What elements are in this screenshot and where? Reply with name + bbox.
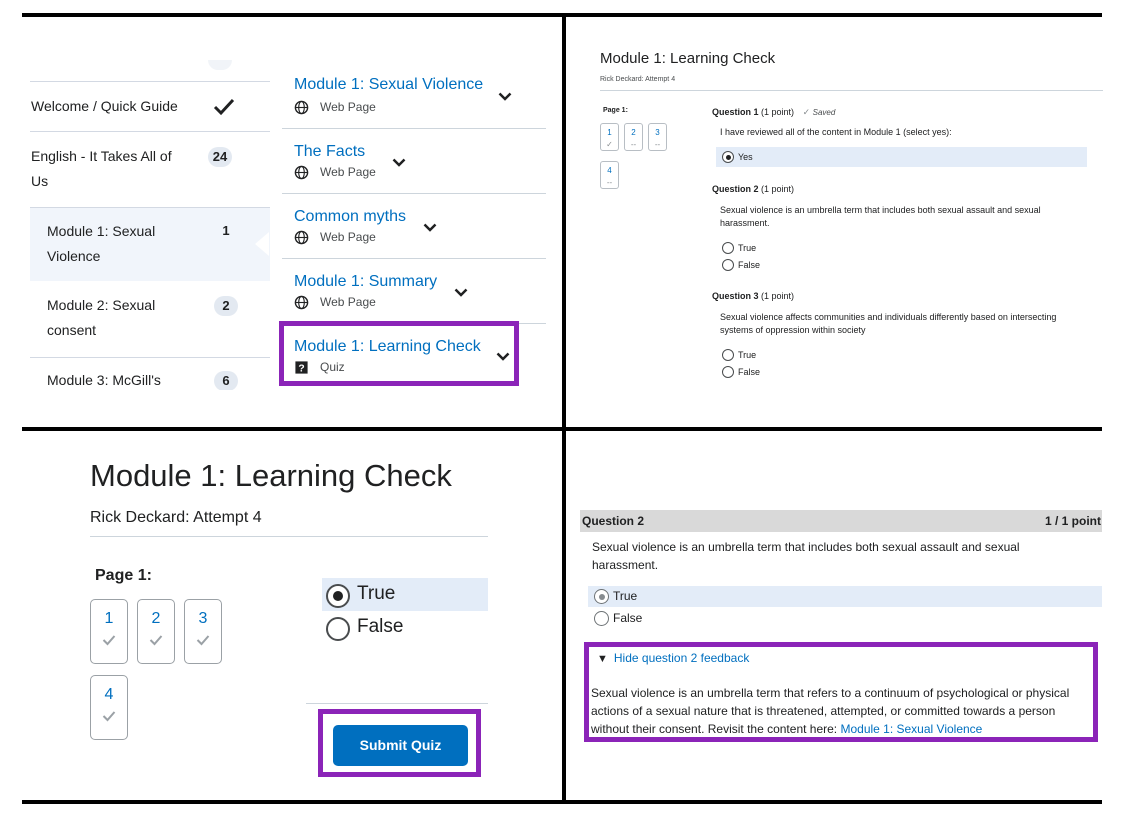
question-tile-1[interactable] <box>600 123 619 151</box>
question-tile-2[interactable] <box>624 123 643 151</box>
question-3-header <box>712 291 794 301</box>
chevron-down-icon[interactable] <box>423 223 437 232</box>
attempt-label: Rick Deckard: Attempt 4 <box>600 76 676 83</box>
selected-option-bg <box>716 147 1087 167</box>
radio-false[interactable] <box>722 366 734 378</box>
sidebar-item-welcome[interactable] <box>30 81 270 131</box>
question-title: Question 2 <box>712 184 759 194</box>
globe-icon <box>294 230 309 245</box>
question-tile-2[interactable] <box>137 599 175 664</box>
question-tile-4[interactable] <box>90 675 128 740</box>
content-item-type: Web Page <box>320 295 376 309</box>
count-badge: 1 <box>222 223 230 238</box>
question-tile-4[interactable] <box>600 161 619 189</box>
content-item-the-facts[interactable] <box>282 129 546 194</box>
sidebar-item-label-cont: Violence <box>47 248 101 264</box>
sidebar-item-label-cont: consent <box>47 322 97 338</box>
count-badge: 6 <box>214 371 238 390</box>
attempt-label: Rick Deckard: Attempt 4 <box>90 509 262 526</box>
radio-false[interactable] <box>722 259 734 271</box>
globe-icon <box>294 295 309 310</box>
option-label: True <box>357 583 396 604</box>
content-item-title[interactable]: Common myths <box>294 208 407 225</box>
option-label: True <box>738 350 757 360</box>
sidebar-item-label-cont: Us <box>31 173 49 189</box>
content-item-title[interactable]: Module 1: Sexual Violence <box>294 76 484 93</box>
feedback-line: actions of a sexual nature that is threatened, attempted, or committed towards a person <box>591 704 1056 718</box>
sidebar-item-label: Module 3: McGill's <box>47 372 161 388</box>
radio-true <box>594 589 609 604</box>
content-item-title[interactable]: Module 1: Summary <box>294 273 438 290</box>
sidebar-item-module-3[interactable] <box>30 357 270 390</box>
checkmark-icon <box>196 634 210 646</box>
page-label: Page 1: <box>95 567 152 584</box>
tile-number: 1 <box>104 610 114 627</box>
tile-number: 3 <box>655 128 660 137</box>
sidebar-item-english[interactable] <box>30 131 270 207</box>
radio-false <box>594 611 609 626</box>
tile-number: 4 <box>104 686 114 703</box>
divider <box>306 703 488 704</box>
count-badge: 2 <box>214 296 238 316</box>
sidebar-item-module-1[interactable] <box>30 207 270 281</box>
highlight-learning-check <box>279 321 519 386</box>
feedback-line: Sexual violence is an umbrella term that refers to a continuum of psychological or physical <box>591 686 1070 700</box>
sidebar-item-label: Module 1: Sexual <box>47 223 156 239</box>
option-label: True <box>738 243 757 253</box>
chevron-down-icon[interactable] <box>392 158 406 167</box>
question-points: (1 point) <box>761 291 795 301</box>
divider <box>90 536 488 537</box>
question-text-cont: harassment. <box>720 218 770 228</box>
question-points: (1 point) <box>761 184 795 194</box>
sidebar-item-label: Module 2: Sexual <box>47 297 156 313</box>
highlight-feedback <box>584 642 1098 742</box>
question-title: Question 3 <box>712 291 759 301</box>
checkmark-icon <box>102 710 116 722</box>
question-text: Sexual violence is an umbrella term that includes both sexual assault and sexual <box>720 205 1041 215</box>
tile-status: -- <box>630 140 637 149</box>
chevron-down-icon[interactable] <box>454 288 468 297</box>
module-sidebar <box>30 60 270 390</box>
option-label: True <box>613 589 638 603</box>
selected-option-bg <box>588 586 1102 607</box>
content-item-common-myths[interactable] <box>282 194 546 259</box>
radio-true[interactable] <box>326 584 350 608</box>
option-label: Yes <box>738 152 753 162</box>
question-title: Question 1 <box>712 107 759 117</box>
checkmark-icon <box>102 634 116 646</box>
content-item-type: Web Page <box>320 100 376 114</box>
question-tile-1[interactable] <box>90 599 128 664</box>
tile-status: -- <box>606 178 613 187</box>
tile-number: 3 <box>198 610 208 627</box>
feedback-toggle-label: Hide question 2 feedback <box>613 651 750 665</box>
question-points: (1 point) <box>761 107 795 117</box>
quiz-title: Module 1: Learning Check <box>90 458 452 493</box>
sidebar-item-module-2[interactable] <box>30 281 270 357</box>
tile-status: ✓ <box>606 140 613 149</box>
frame-center-line <box>562 13 566 804</box>
content-item-title[interactable]: Module 1: Learning Check <box>294 338 481 355</box>
tile-number: 2 <box>151 610 161 627</box>
tile-number: 2 <box>631 128 636 137</box>
content-item-type: Web Page <box>320 230 376 244</box>
content-item-summary[interactable] <box>282 259 546 324</box>
selected-pointer <box>255 232 269 256</box>
option-label: False <box>738 367 761 377</box>
content-item-title[interactable]: The Facts <box>294 143 366 160</box>
question-tile-3[interactable] <box>648 123 667 151</box>
option-label: False <box>613 611 643 625</box>
globe-icon <box>294 100 309 115</box>
question-text-cont: harassment. <box>592 558 659 572</box>
option-label: False <box>738 260 761 270</box>
content-item-type: Quiz <box>320 360 345 374</box>
question-header-bar <box>580 510 1102 532</box>
question-2-header <box>712 184 794 194</box>
checkmark-icon <box>149 634 163 646</box>
highlight-submit-button <box>318 709 481 777</box>
submit-quiz-button[interactable]: Submit Quiz <box>333 725 468 766</box>
question-text: Sexual violence affects communities and individuals differently based on intersecting <box>720 312 1057 322</box>
saved-label: Saved <box>812 108 836 117</box>
question-text-cont: systems of oppression within society <box>720 325 866 335</box>
radio-true[interactable] <box>722 242 734 254</box>
question-title: Question 2 <box>582 514 645 528</box>
question-text: Sexual violence is an umbrella term that includes both sexual assault and sexual <box>592 540 1020 554</box>
question-score: 1 / 1 point <box>1044 514 1101 528</box>
feedback-line-text: without their consent. Revisit the content here: <box>591 722 841 736</box>
count-badge: 24 <box>208 147 232 167</box>
divider <box>600 90 1103 91</box>
question-text: I have reviewed all of the content in Module 1 (select yes): <box>720 127 952 137</box>
sidebar-item-label: Welcome / Quick Guide <box>31 98 178 114</box>
svg-text:?: ? <box>298 363 305 375</box>
globe-icon <box>294 165 309 180</box>
partial-count-badge <box>208 60 232 70</box>
radio-false[interactable] <box>326 617 350 641</box>
sidebar-item-label: English - It Takes All of <box>31 148 172 164</box>
option-label: False <box>357 616 404 637</box>
question-1-header <box>712 107 835 118</box>
content-item-type: Web Page <box>320 165 376 179</box>
check-icon: ✓ <box>802 107 811 117</box>
page-label: Page 1: <box>603 107 628 114</box>
question-tile-3[interactable] <box>184 599 222 664</box>
content-item-sexual-violence[interactable] <box>282 64 546 129</box>
radio-true[interactable] <box>722 349 734 361</box>
quiz-title: Module 1: Learning Check <box>600 50 776 67</box>
tile-status: -- <box>654 140 661 149</box>
radio-yes[interactable] <box>722 151 734 163</box>
module-link[interactable]: Module 1: Sexual Violence <box>840 722 983 736</box>
checkmark-icon <box>213 98 235 116</box>
tile-number: 4 <box>607 166 612 175</box>
triangle-down-icon: ▼ <box>597 653 608 665</box>
chevron-down-icon[interactable] <box>498 92 512 101</box>
tile-number: 1 <box>607 128 612 137</box>
